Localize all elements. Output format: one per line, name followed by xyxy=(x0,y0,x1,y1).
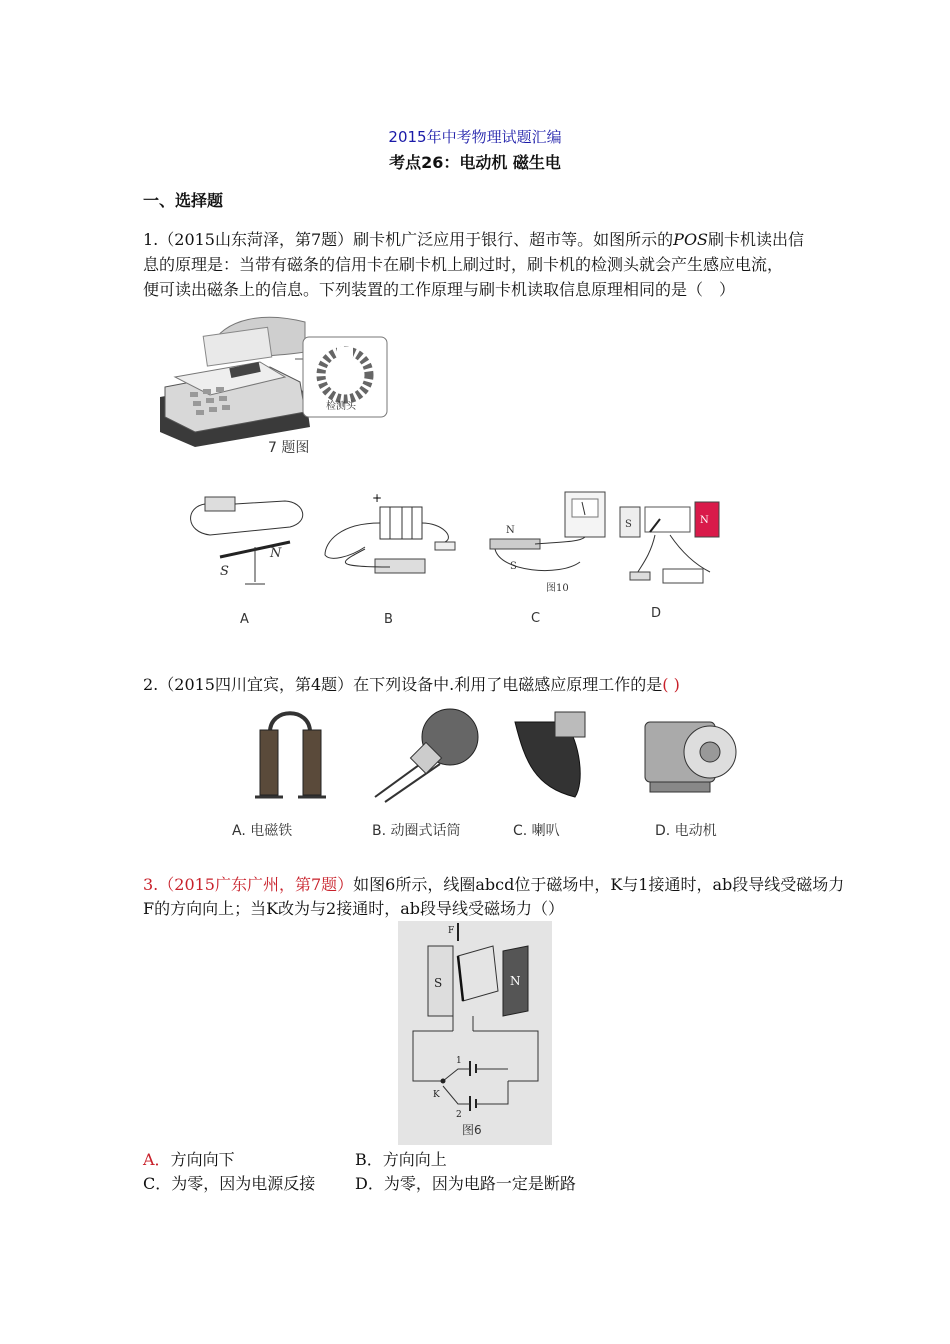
speaker-drawing xyxy=(515,712,585,797)
svg-text:S: S xyxy=(434,976,443,990)
q3-option-d xyxy=(355,1172,576,1196)
q1-line3: 便可读出磁条上的信息。下列装置的工作原理与刷卡机读取信息原理相同的是（ ） xyxy=(143,280,736,299)
svg-text:N: N xyxy=(700,515,709,526)
motor-drawing xyxy=(645,722,736,792)
detector-label: 检测头 xyxy=(326,401,356,412)
q1-line1-b: 刷卡机读出信 xyxy=(708,230,805,249)
option-b-diagram xyxy=(325,491,455,573)
option-c-label: C xyxy=(531,611,541,626)
q3-option-b xyxy=(355,1148,447,1172)
svg-text:+: + xyxy=(372,491,383,505)
q1-line2: 息的原理是：当带有磁条的信用卡在刷卡机上刷过时，刷卡机的检测头就会产生感应电流， xyxy=(143,255,784,274)
q3-option-a-letter: A． xyxy=(143,1150,171,1169)
svg-text:N: N xyxy=(506,525,515,536)
q1-figure-caption: 7 题图 xyxy=(268,440,310,456)
option-d-diagram xyxy=(620,502,719,583)
svg-text:K: K xyxy=(433,1090,440,1100)
q3-option-b-text: 方向向上 xyxy=(382,1150,447,1169)
q3-source: （2015广东广州，第7题） xyxy=(158,875,354,894)
q3-option-a xyxy=(143,1148,235,1172)
q3-figure-6 xyxy=(398,921,552,1145)
q3-option-c xyxy=(143,1172,315,1196)
q3-option-d-text: 为零，因为电路一定是断路 xyxy=(383,1174,576,1193)
q2-figure xyxy=(225,702,745,812)
microphone-drawing xyxy=(375,709,478,802)
q2-option-a: A. 电磁铁 xyxy=(232,823,293,839)
svg-text:1: 1 xyxy=(456,1056,462,1066)
electromagnet-drawing xyxy=(255,713,326,797)
option-c-diagram xyxy=(490,492,605,594)
fig10-label: 图10 xyxy=(546,583,569,594)
q2-text: 2.（2015四川宜宾，第4题）在下列设备中.利用了电磁感应原理工作的是 xyxy=(143,675,663,694)
option-b-label: B xyxy=(384,612,393,627)
q2-option-d: D. 电动机 xyxy=(655,823,717,839)
q1-line1 xyxy=(143,228,804,252)
q3-number: 3. xyxy=(143,875,159,894)
section-heading: 一、选择题 xyxy=(143,191,224,210)
svg-text:N: N xyxy=(270,546,282,561)
q2-question xyxy=(143,673,680,697)
svg-text:F: F xyxy=(448,926,455,936)
svg-text:S: S xyxy=(625,519,632,530)
q3-option-c-letter: C． xyxy=(143,1174,172,1193)
q2-option-b: B. 动圈式话筒 xyxy=(372,823,461,839)
svg-text:S: S xyxy=(220,564,229,579)
q3-option-d-letter: D． xyxy=(355,1174,384,1193)
q3-figure-caption: 图6 xyxy=(462,1123,482,1137)
q2-answer-paren: ( ) xyxy=(662,675,680,694)
q2-option-c: C. 喇叭 xyxy=(513,823,560,839)
q1-line1-a: 1.（2015山东菏泽，第7题）刷卡机广泛应用于银行、超市等。如图所示的 xyxy=(143,230,674,249)
svg-text:2: 2 xyxy=(456,1110,462,1120)
page-title: 2015年中考物理试题汇编 xyxy=(388,128,562,146)
q3-line2: F的方向向上；当K改为与2接通时，ab段导线受磁场力（） xyxy=(143,899,565,918)
q3-line1 xyxy=(143,873,844,897)
svg-text:S: S xyxy=(510,561,517,572)
q3-option-a-text: 方向向下 xyxy=(170,1150,235,1169)
q3-line1-rest: 如图6所示，线圈abcd位于磁场中，K与1接通时，ab段导线受磁场力 xyxy=(353,875,845,894)
pos-machine-figure xyxy=(155,307,390,457)
svg-text:N: N xyxy=(510,974,521,988)
q1-options-figure xyxy=(180,487,740,607)
option-a-diagram xyxy=(191,497,303,584)
option-a-label: A xyxy=(240,612,249,627)
q1-pos: POS xyxy=(673,230,709,249)
page-subtitle: 考点26：电动机 磁生电 xyxy=(389,153,561,172)
q3-option-b-letter: B． xyxy=(355,1150,383,1169)
q3-option-c-text: 为零，因为电源反接 xyxy=(171,1174,316,1193)
option-d-label: D xyxy=(651,606,662,621)
